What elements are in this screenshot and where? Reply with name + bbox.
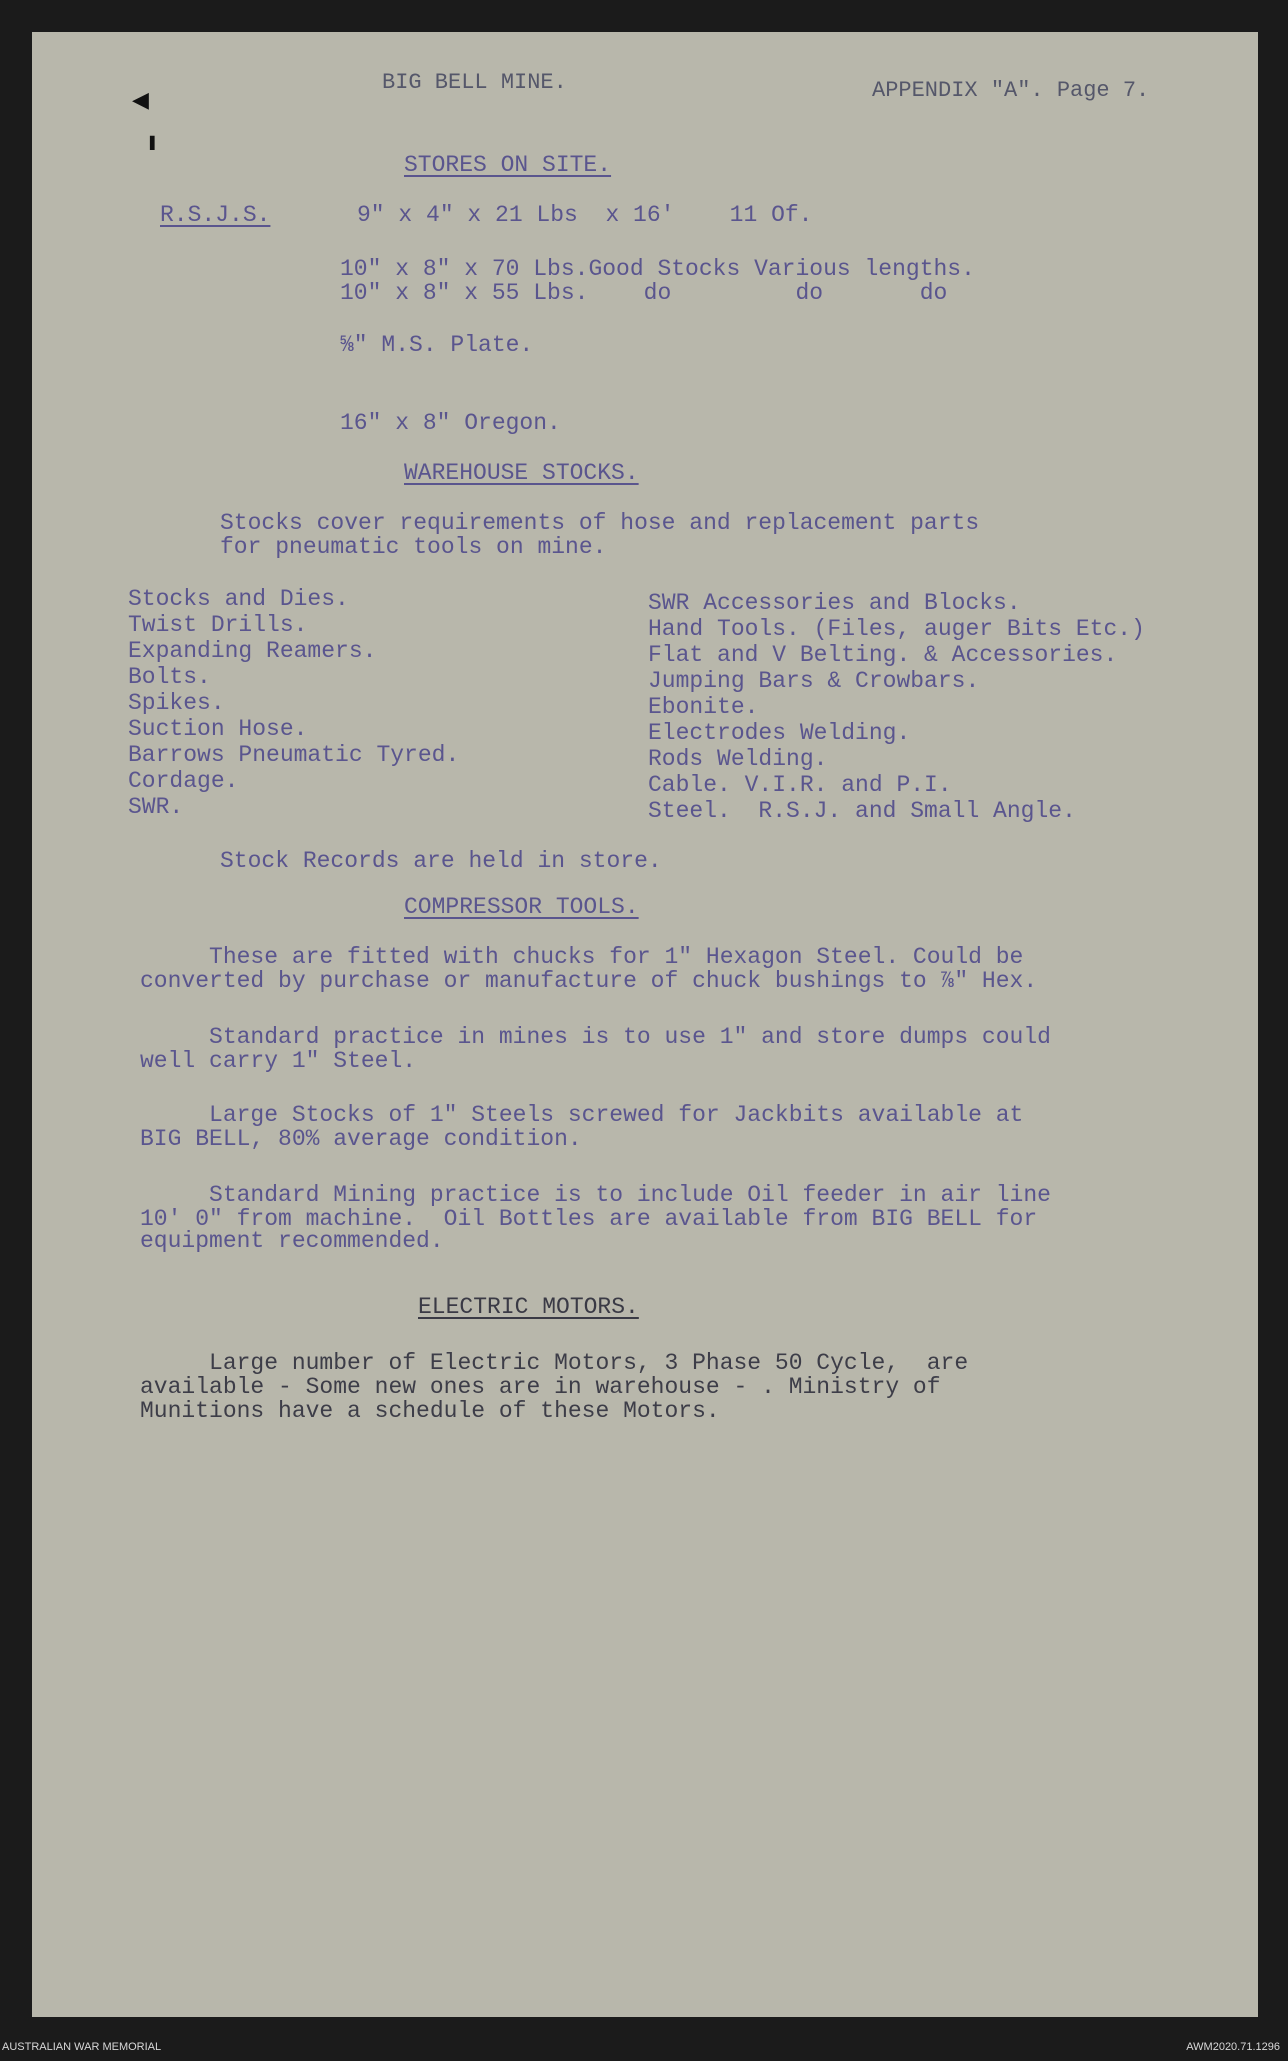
- binding-hole-mark: ▌: [150, 136, 160, 150]
- compressor-p3-line-2: BIG BELL, 80% average condition.: [140, 1126, 582, 1152]
- list-item: Steel. R.S.J. and Small Angle.: [648, 798, 1076, 824]
- list-item: Electrodes Welding.: [648, 720, 911, 746]
- list-item: Ebonite.: [648, 694, 759, 720]
- rsjs-line-1: 9" x 4" x 21 Lbs x 16' 11 Of.: [357, 202, 813, 228]
- list-item: Cordage.: [128, 768, 239, 794]
- rsjs-label: R.S.J.S.: [160, 202, 271, 228]
- list-item: SWR.: [128, 794, 184, 820]
- list-item: Stocks and Dies.: [128, 586, 349, 612]
- compressor-p4-line-1: Standard Mining practice is to include Oil feeder in air line: [140, 1182, 1051, 1208]
- compressor-p1-line-1: These are fitted with chucks for 1" Hexagon Steel. Could be: [140, 944, 1024, 970]
- warehouse-list-right: [648, 590, 1145, 824]
- list-item: Spikes.: [128, 690, 225, 716]
- stores-heading: STORES ON SITE.: [404, 152, 612, 178]
- compressor-p2-line-2: well carry 1" Steel.: [140, 1048, 417, 1074]
- list-item: Cable. V.I.R. and P.I.: [648, 772, 952, 798]
- plate-line: ⅝" M.S. Plate.: [340, 332, 534, 358]
- binding-tear-mark: ◀: [132, 88, 149, 113]
- compressor-p4-line-2: 10' 0" from machine. Oil Bottles are available from BIG BELL for: [140, 1206, 1038, 1232]
- list-item: Suction Hose.: [128, 716, 308, 742]
- list-item: Jumping Bars & Crowbars.: [648, 668, 980, 694]
- page-reference: APPENDIX "A". Page 7.: [872, 78, 1150, 103]
- rsjs-line-3: 10" x 8" x 55 Lbs. do do do: [340, 280, 948, 306]
- motors-line-1: Large number of Electric Motors, 3 Phase 50 Cycle, are: [140, 1350, 969, 1376]
- motors-line-3: Munitions have a schedule of these Motors.: [140, 1398, 720, 1424]
- list-item: Bolts.: [128, 664, 211, 690]
- document-page: [32, 32, 1258, 2017]
- warehouse-intro-2: for pneumatic tools on mine.: [220, 534, 607, 560]
- mine-title: BIG BELL MINE.: [382, 70, 567, 95]
- footer-credit: AUSTRALIAN WAR MEMORIAL: [2, 2041, 162, 2053]
- motors-heading: ELECTRIC MOTORS.: [418, 1294, 639, 1320]
- warehouse-heading: WAREHOUSE STOCKS.: [404, 460, 639, 486]
- list-item: Flat and V Belting. & Accessories.: [648, 642, 1118, 668]
- list-item: Expanding Reamers.: [128, 638, 377, 664]
- warehouse-list-left: [128, 586, 459, 820]
- list-item: Twist Drills.: [128, 612, 308, 638]
- compressor-p1-line-2: converted by purchase or manufacture of chuck bushings to ⅞" Hex.: [140, 968, 1038, 994]
- compressor-p3-line-1: Large Stocks of 1" Steels screwed for Jackbits available at: [140, 1102, 1024, 1128]
- footer-accession: AWM2020.71.1296: [1186, 2041, 1280, 2053]
- compressor-p2-line-1: Standard practice in mines is to use 1" and store dumps could: [140, 1024, 1051, 1050]
- compressor-p4-line-3: equipment recommended.: [140, 1228, 444, 1254]
- list-item: SWR Accessories and Blocks.: [648, 590, 1021, 616]
- list-item: Hand Tools. (Files, auger Bits Etc.): [648, 616, 1145, 642]
- stock-records-line: Stock Records are held in store.: [220, 848, 662, 874]
- list-item: Rods Welding.: [648, 746, 828, 772]
- compressor-heading: COMPRESSOR TOOLS.: [404, 894, 639, 920]
- oregon-line: 16" x 8" Oregon.: [340, 410, 561, 436]
- list-item: Barrows Pneumatic Tyred.: [128, 742, 460, 768]
- warehouse-intro-1: Stocks cover requirements of hose and replacement parts: [220, 510, 980, 536]
- rsjs-line-2: 10" x 8" x 70 Lbs.Good Stocks Various lengths.: [340, 256, 975, 282]
- motors-line-2: available - Some new ones are in warehouse - . Ministry of: [140, 1374, 941, 1400]
